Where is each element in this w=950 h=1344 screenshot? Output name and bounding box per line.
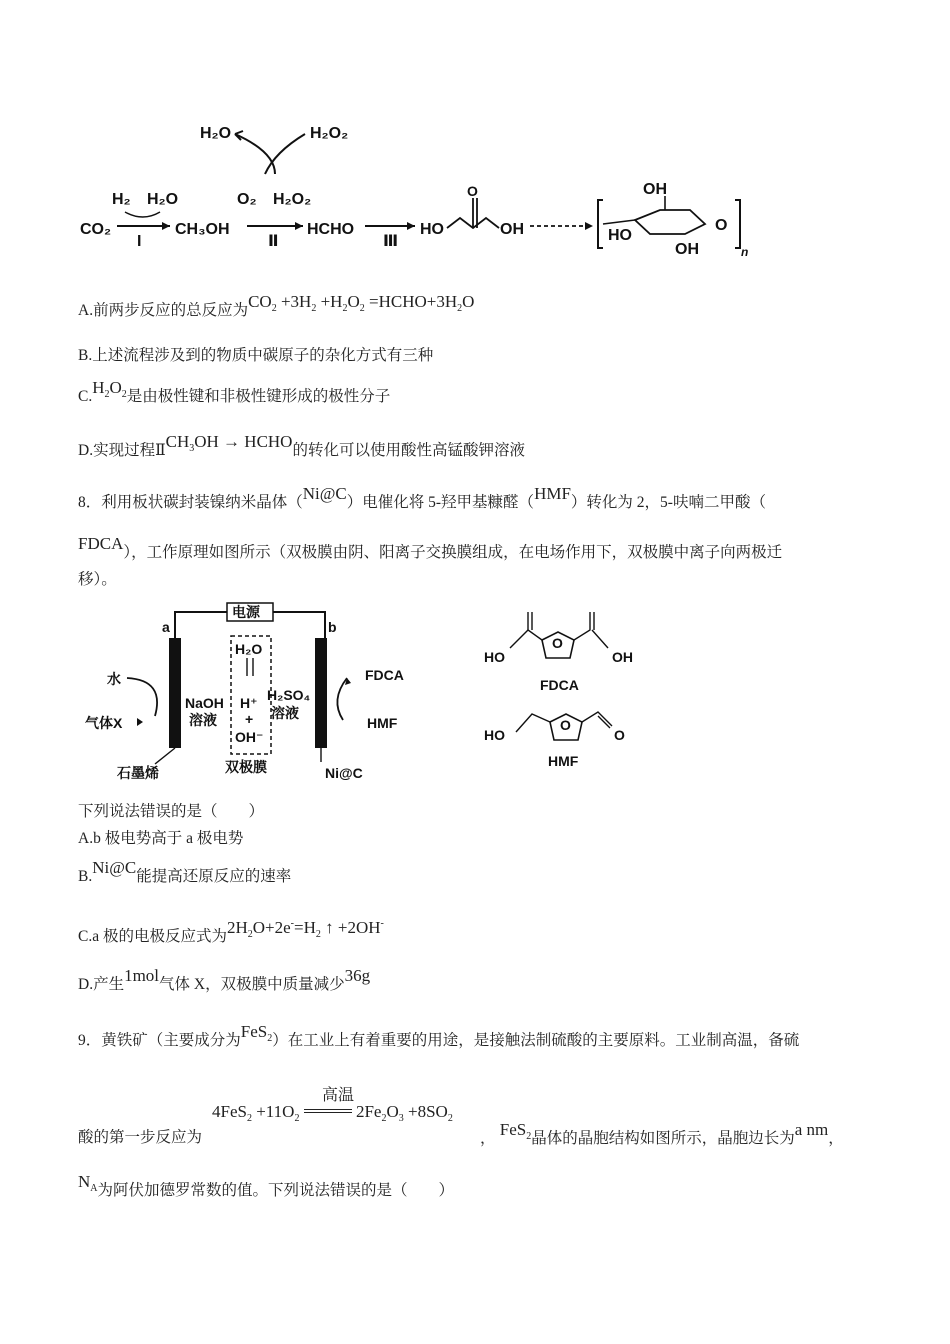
flow-h2o-top: H₂O	[200, 125, 232, 142]
q8-question: 下列说法错误的是（ ）	[78, 803, 265, 820]
q9-line1-b: ）在工业上有着重要的用途，是接触法制硫酸的主要原料。工业制高温，备硫	[272, 1032, 800, 1049]
q8-c-formula: $2H_2O+2e^-=H_2$ ↑ +2OH-	[226, 918, 384, 940]
q7-option-a	[78, 292, 475, 327]
flow-h2o2: H₂O₂	[273, 191, 312, 208]
reaction-flow-diagram	[75, 112, 755, 262]
q8-option-c	[78, 918, 384, 953]
fdca-oh: OH	[612, 649, 633, 665]
q8-line-3: 移）。	[78, 571, 117, 588]
q9-equation-formula: $4FeS_2 +11O_2$ $2Fe_2O_3 +8SO_2$	[212, 1102, 453, 1124]
flow-step-1: I	[137, 233, 142, 250]
q8-d-36g: 36g	[344, 966, 371, 985]
cell-plus: +	[245, 711, 254, 727]
flow-o2: O₂	[237, 191, 257, 208]
cell-h-plus: H⁺	[240, 695, 258, 711]
flow-glucose-ho: HO	[608, 227, 632, 244]
q8-line2-text: ），工作原理如图所示（双极膜由阴、阳离子交换膜组成，在电场作用下，双极膜中离子向两极迁	[123, 544, 783, 561]
q8-d-1mol: 1mol	[124, 966, 160, 985]
flow-ch3oh: CH₃OH	[175, 221, 230, 238]
cell-h2so4-solution: 溶液	[271, 705, 299, 721]
q9-line2-c: 晶体的晶胞结构如图所示，晶胞边长为	[531, 1130, 795, 1147]
cell-b: b	[328, 619, 337, 635]
q9-fes2: FeS$_2$	[240, 1022, 273, 1044]
q9-line3-text: 为阿伏加德罗常数的值。下列说法错误的是（ ）	[97, 1182, 455, 1199]
q8-fdca: FDCA	[78, 534, 124, 553]
q8-ni-c: Ni@C	[302, 484, 347, 503]
q7-c-formula: $H_2O_2$	[92, 378, 127, 400]
flow-glucose-oh-bottom: OH	[675, 241, 699, 258]
q8-line1-c: ）转化为 2，5-呋喃二甲酸（	[570, 494, 766, 511]
flow-oh-right: OH	[500, 221, 524, 238]
flow-h2: H₂	[112, 191, 131, 208]
cell-fdca: FDCA	[365, 667, 404, 683]
flow-h2o: H₂O	[147, 191, 179, 208]
q9-line1-a: 9．黄铁矿（主要成分为	[78, 1032, 241, 1049]
q7-a-text: A.前两步反应的总反应为	[78, 302, 249, 319]
fdca-ho: HO	[484, 649, 505, 665]
flow-ho-left: HO	[420, 221, 444, 238]
cell-water: 水	[107, 671, 121, 687]
q8-b-prefix: B.	[78, 868, 93, 885]
q9-condition: 高温	[322, 1087, 355, 1104]
q8-line1-a: 8．利用板状碳封装镍纳米晶体（	[78, 494, 303, 511]
cell-h2so4: H₂SO₄	[267, 687, 311, 703]
q7-c-text: 是由极性键和非极性键形成的极性分子	[126, 388, 391, 405]
q7-option-c	[78, 378, 391, 413]
cell-naoh: NaOH	[185, 695, 224, 711]
q9-comma: ，	[480, 1130, 496, 1147]
cell-hmf: HMF	[367, 715, 398, 731]
hmf-ho: HO	[484, 727, 505, 743]
q8-line-1	[78, 484, 766, 513]
cell-naoh-solution: 溶液	[189, 712, 217, 728]
q9-line-2a: 酸的第一步反应为	[78, 1129, 203, 1146]
q8-hmf: HMF	[534, 484, 571, 503]
flow-step-2: Ⅱ	[268, 233, 279, 250]
q8-c-prefix: C.a 极的电极反应式为	[78, 928, 227, 945]
q8-d-text: 气体 X，双极膜中质量减少	[159, 976, 345, 993]
q9-line-2b	[480, 1120, 844, 1155]
flow-glucose-o: O	[715, 217, 728, 234]
cell-graphene: 石墨烯	[117, 765, 159, 781]
flow-step-3: Ⅲ	[383, 233, 399, 250]
hmf-label: HMF	[548, 753, 579, 769]
q8-option-d	[78, 966, 371, 995]
q8-option-b	[78, 858, 292, 887]
q7-d-text: 的转化可以使用酸性高锰酸钾溶液	[292, 442, 525, 459]
molecule-structures	[480, 608, 660, 783]
q7-option-b: B.上述流程涉及到的物质中碳原子的杂化方式有三种	[78, 347, 434, 364]
q8-b-ni-c: Ni@C	[92, 858, 137, 877]
q7-d-prefix: D.实现过程Ⅱ	[78, 442, 166, 459]
q9-line-1	[78, 1022, 800, 1057]
q7-c-prefix: C.	[78, 388, 93, 405]
hmf-o-aldehyde: O	[614, 727, 625, 743]
cell-h2o: H₂O	[235, 641, 263, 657]
q7-option-d	[78, 432, 525, 467]
cell-ni-c: Ni@C	[325, 765, 363, 781]
q8-option-a: A.b 极电势高于 a 极电势	[78, 830, 244, 847]
electrolysis-cell-diagram	[85, 600, 435, 785]
cell-power: 电源	[232, 604, 260, 620]
q9-line-3	[78, 1172, 455, 1207]
flow-hcho: HCHO	[307, 221, 355, 238]
flow-glucose-oh-top: OH	[643, 181, 667, 198]
q8-d-prefix: D.产生	[78, 976, 125, 993]
q9-comma-2: ，	[828, 1130, 844, 1147]
fdca-label: FDCA	[540, 677, 579, 693]
fdca-o: O	[552, 635, 563, 651]
q8-line1-b: ）电催化将 5-羟甲基糠醛（	[346, 494, 535, 511]
flow-co2: CO₂	[80, 221, 112, 238]
cell-gas-x: 气体X	[85, 715, 123, 731]
cell-membrane: 双极膜	[225, 759, 267, 775]
q9-fes2-b: FeS$_2$	[495, 1120, 532, 1142]
q7-d-formula: $CH_3OH$ → HCHO	[165, 432, 293, 454]
flow-h2o2-top: H₂O₂	[310, 125, 349, 142]
q8-line-2	[78, 534, 783, 563]
hmf-o: O	[560, 717, 571, 733]
q8-b-text: 能提高还原反应的速率	[136, 868, 292, 885]
cell-a: a	[162, 619, 170, 635]
q7-a-formula: $CO_2 +3H_2 +H_2O_2$ $=HCHO+3H_2O$	[248, 292, 475, 314]
q9-a-nm: a nm	[794, 1120, 829, 1139]
flow-carbonyl-o: O	[467, 183, 478, 199]
flow-n: n	[741, 245, 749, 259]
cell-oh-minus: OH⁻	[235, 729, 264, 745]
q9-na: $N_A$	[78, 1172, 98, 1194]
